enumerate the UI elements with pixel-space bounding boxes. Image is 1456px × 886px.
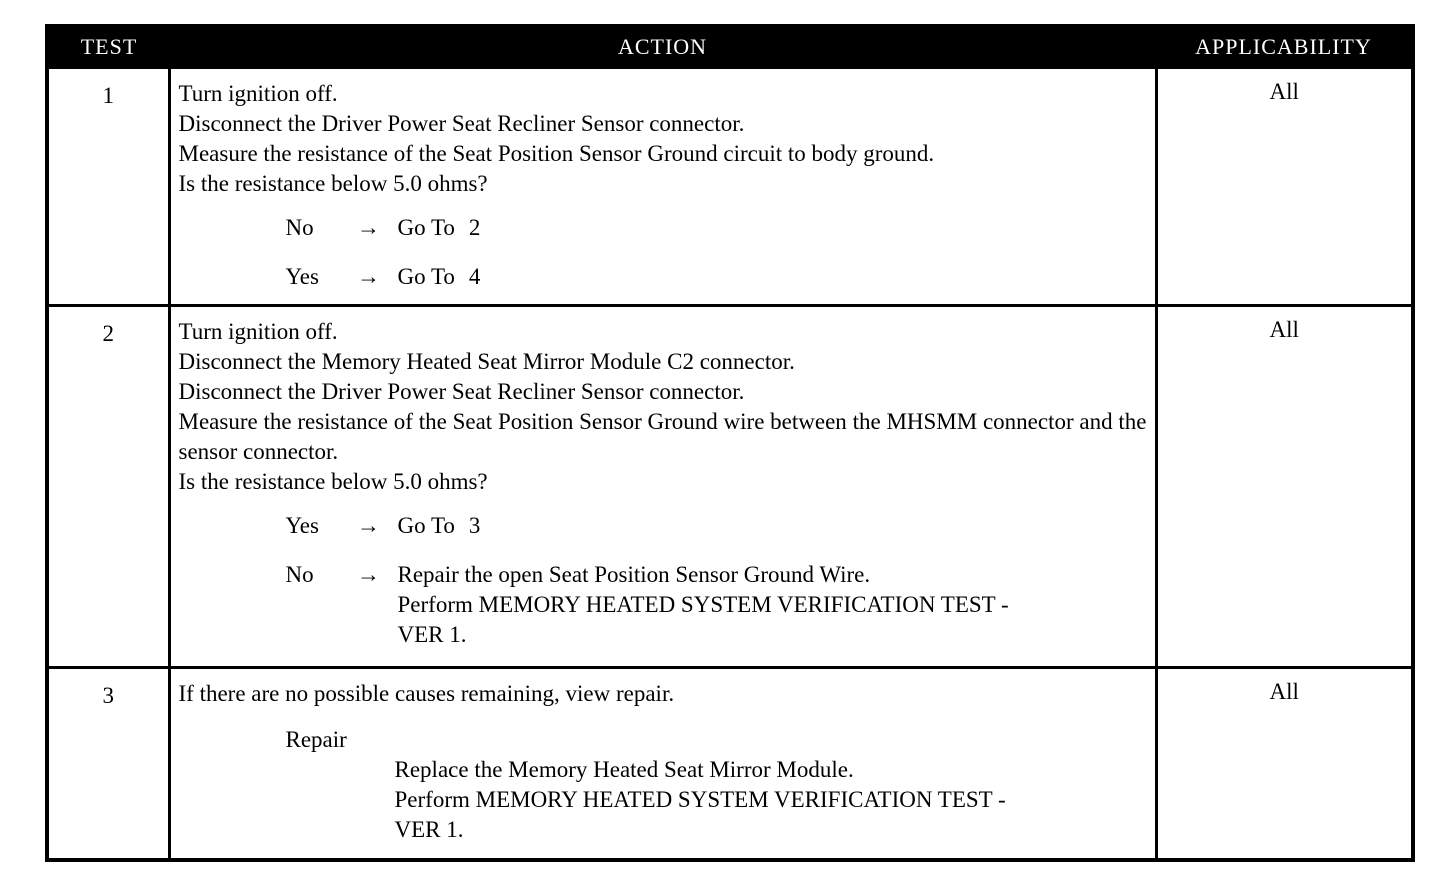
result-answer: No <box>285 562 314 587</box>
repair-line: Perform MEMORY HEATED SYSTEM VERIFICATION TEST - <box>394 787 1006 812</box>
result-instructions <box>398 560 1147 650</box>
result-answer: No <box>285 215 314 240</box>
header-row <box>47 26 1413 68</box>
goto-label: Go To <box>397 215 455 240</box>
repair-block <box>179 725 1147 845</box>
instruction-line: Repair the open Seat Position Sensor Ground Wire. <box>397 562 871 587</box>
arrow-right-icon: → <box>357 513 380 538</box>
step-text: Is the resistance below 5.0 ohms? <box>178 469 488 494</box>
instruction-line: VER 1. <box>397 622 467 647</box>
action-cell <box>169 306 1156 668</box>
result-row <box>179 511 1147 541</box>
instruction-line: Perform MEMORY HEATED SYSTEM VERIFICATION TEST - <box>397 592 1009 617</box>
result-answer: Yes <box>285 264 319 289</box>
result-row <box>179 560 1147 650</box>
step-text: Disconnect the Driver Power Seat Recliner Sensor connector. <box>178 111 745 136</box>
applicability-value: All <box>1156 68 1413 306</box>
applicability-value: All <box>1156 668 1413 860</box>
arrow-right-icon: → <box>357 215 380 240</box>
goto-label: Go To <box>397 264 455 289</box>
arrow-right-icon: → <box>357 562 380 587</box>
goto-target: 2 <box>468 215 481 240</box>
test-number: 1 <box>47 68 169 306</box>
test-number: 2 <box>47 306 169 668</box>
result-list <box>179 213 1147 292</box>
test-number: 3 <box>47 668 169 860</box>
result-answer: Yes <box>285 513 319 538</box>
repair-line: Replace the Memory Heated Seat Mirror Module. <box>394 757 854 782</box>
repair-label: Repair <box>285 727 347 752</box>
applicability-value: All <box>1156 306 1413 668</box>
step-text: Turn ignition off. <box>178 81 338 106</box>
result-row <box>179 213 1147 243</box>
header-applicability: APPLICABILITY <box>1156 26 1413 68</box>
arrow-right-icon: → <box>357 264 380 289</box>
header-test: TEST <box>47 26 169 68</box>
step-text: If there are no possible causes remaining, view repair. <box>178 681 675 706</box>
result-goto <box>398 511 1147 541</box>
step-text: Turn ignition off. <box>178 319 338 344</box>
test-row-2 <box>47 306 1413 668</box>
diagnostic-test-table <box>45 24 1415 862</box>
test-row-1 <box>47 68 1413 306</box>
test-row-3 <box>47 668 1413 860</box>
action-cell <box>169 668 1156 860</box>
result-goto <box>398 213 1147 243</box>
step-text: Measure the resistance of the Seat Position Sensor Ground wire between the MHSMM connector and the sensor connector. <box>178 409 1147 464</box>
result-row <box>179 262 1147 292</box>
result-list <box>179 511 1147 650</box>
result-goto <box>398 262 1147 292</box>
header-action: ACTION <box>169 26 1156 68</box>
goto-label: Go To <box>397 513 455 538</box>
step-text: Disconnect the Memory Heated Seat Mirror Module C2 connector. <box>178 349 795 374</box>
action-cell <box>169 68 1156 306</box>
goto-target: 3 <box>468 513 481 538</box>
repair-line: VER 1. <box>394 817 464 842</box>
goto-target: 4 <box>468 264 481 289</box>
step-text: Is the resistance below 5.0 ohms? <box>178 171 488 196</box>
step-text: Measure the resistance of the Seat Position Sensor Ground circuit to body ground. <box>178 141 935 166</box>
step-text: Disconnect the Driver Power Seat Recliner Sensor connector. <box>178 379 745 404</box>
